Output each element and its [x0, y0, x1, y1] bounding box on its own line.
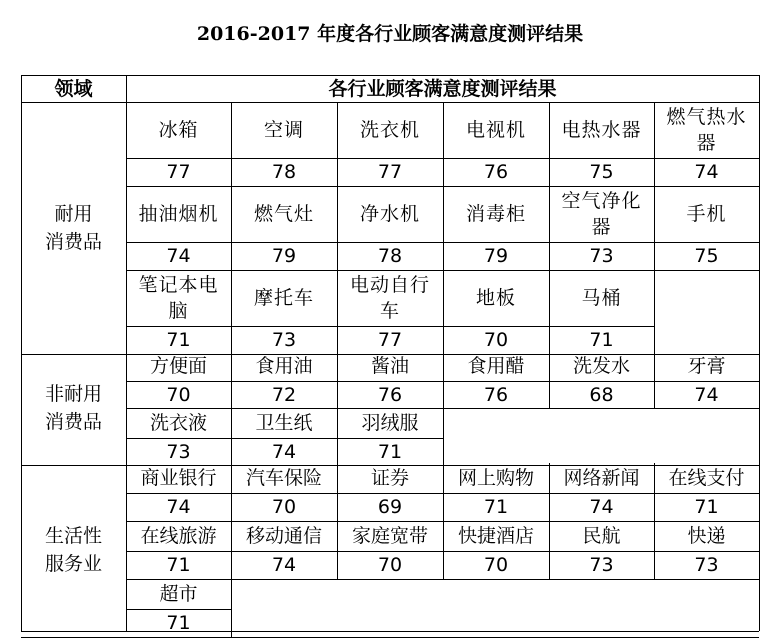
item-name: 马桶: [581, 287, 622, 309]
item-name: 笔记本电脑: [138, 274, 219, 322]
item-score: 77: [377, 161, 403, 183]
item-score: 70: [377, 554, 403, 576]
group-label-line: 生活性: [44, 525, 102, 547]
grid-line: [126, 637, 231, 638]
item-name: 空气净化器: [561, 190, 642, 238]
grid-line: [126, 158, 759, 159]
item-score: 71: [166, 612, 191, 634]
item-score: 70: [271, 496, 297, 518]
grid-line: [126, 551, 759, 552]
grid-line: [126, 438, 443, 439]
item-score: 71: [377, 440, 403, 463]
satisfaction-table: [21, 75, 759, 634]
item-name: 净水机: [359, 203, 420, 225]
item-score: 79: [483, 245, 509, 267]
item-score: 76: [483, 161, 509, 183]
grid-line: [654, 270, 655, 354]
item-score: 69: [377, 496, 403, 518]
item-score: 73: [166, 440, 191, 463]
group-label-line: 服务业: [44, 553, 102, 575]
item-name: 商业银行: [140, 467, 217, 489]
item-score: 74: [166, 245, 191, 267]
item-score: 76: [483, 383, 509, 406]
group-label: [21, 351, 126, 465]
item-score: 70: [166, 383, 191, 406]
item-name: 空调: [263, 119, 304, 141]
item-name: 在线支付: [668, 467, 745, 489]
grid-line: [443, 408, 444, 465]
item-score: 70: [483, 329, 509, 351]
header-results: 各行业顾客满意度测评结果: [328, 77, 557, 100]
item-name: 牙膏: [687, 355, 726, 377]
item-name: 冰箱: [158, 119, 199, 141]
item-name: 网上购物: [457, 467, 534, 489]
header-domain: 领域: [54, 77, 93, 100]
item-name: 家庭宽带: [351, 525, 428, 547]
group-label-line: 耐用: [54, 203, 93, 225]
item-score: 71: [166, 554, 191, 576]
item-score: 71: [483, 496, 509, 518]
item-name: 电动自行车: [349, 274, 430, 322]
grid-line: [126, 609, 231, 610]
item-name: 手机: [686, 203, 727, 225]
group-label: [21, 102, 126, 354]
item-name: 洗衣液: [149, 412, 207, 434]
item-score: 77: [377, 329, 403, 351]
item-score: 71: [694, 496, 719, 518]
item-name: 电热水器: [561, 119, 642, 141]
grid-line: [126, 242, 759, 243]
item-name: 卫生纸: [255, 412, 313, 434]
item-score: 74: [589, 496, 614, 518]
item-score: 71: [166, 329, 191, 351]
item-name: 抽油烟机: [138, 203, 219, 225]
item-score: 73: [589, 554, 614, 576]
item-name: 羽绒服: [361, 412, 419, 434]
item-name: 在线旅游: [140, 525, 217, 547]
grid-line: [126, 326, 654, 327]
item-name: 食用醋: [467, 355, 525, 377]
item-name: 网络新闻: [563, 467, 640, 489]
item-score: 74: [694, 161, 719, 183]
item-score: 73: [694, 554, 719, 576]
group-label-line: 消费品: [44, 411, 102, 433]
item-score: 73: [271, 329, 297, 351]
grid-line: [126, 381, 759, 382]
item-name: 汽车保险: [245, 467, 322, 489]
item-score: 74: [271, 440, 297, 463]
item-score: 75: [589, 161, 614, 183]
grid-line: [21, 75, 759, 76]
item-score: 79: [271, 245, 297, 267]
item-name: 快递: [687, 525, 726, 547]
item-score: 78: [377, 245, 403, 267]
item-name: 方便面: [149, 355, 207, 377]
item-name: 食用油: [255, 355, 313, 377]
item-score: 74: [271, 554, 297, 576]
item-score: 72: [271, 383, 297, 406]
item-name: 电视机: [465, 119, 526, 141]
item-score: 74: [166, 496, 191, 518]
item-name: 地板: [475, 287, 516, 309]
item-name: 酱油: [370, 355, 409, 377]
grid-line: [126, 493, 759, 494]
group-label: [21, 463, 126, 637]
item-name: 洗发水: [572, 355, 630, 377]
item-name: 燃气热水器: [666, 106, 747, 154]
table-title: 2016-2017 年度各行业顾客满意度测评结果: [196, 23, 584, 45]
item-name: 移动通信: [245, 525, 322, 547]
item-score: 77: [166, 161, 191, 183]
item-name: 证券: [370, 467, 409, 489]
item-score: 78: [271, 161, 297, 183]
item-name: 快捷酒店: [457, 525, 534, 547]
item-name: 民航: [582, 525, 621, 547]
item-name: 消毒柜: [465, 203, 526, 225]
item-score: 71: [589, 329, 614, 351]
item-score: 73: [589, 245, 614, 267]
item-name: 燃气灶: [253, 203, 314, 225]
item-name: 超市: [159, 583, 198, 605]
group-label-line: 消费品: [44, 231, 102, 253]
item-name: 摩托车: [253, 287, 314, 309]
group-label-line: 非耐用: [44, 383, 102, 405]
item-score: 75: [694, 245, 719, 267]
item-score: 70: [483, 554, 509, 576]
item-name: 洗衣机: [359, 119, 420, 141]
item-score: 74: [694, 383, 719, 406]
item-score: 76: [377, 383, 403, 406]
item-score: 68: [589, 383, 614, 406]
